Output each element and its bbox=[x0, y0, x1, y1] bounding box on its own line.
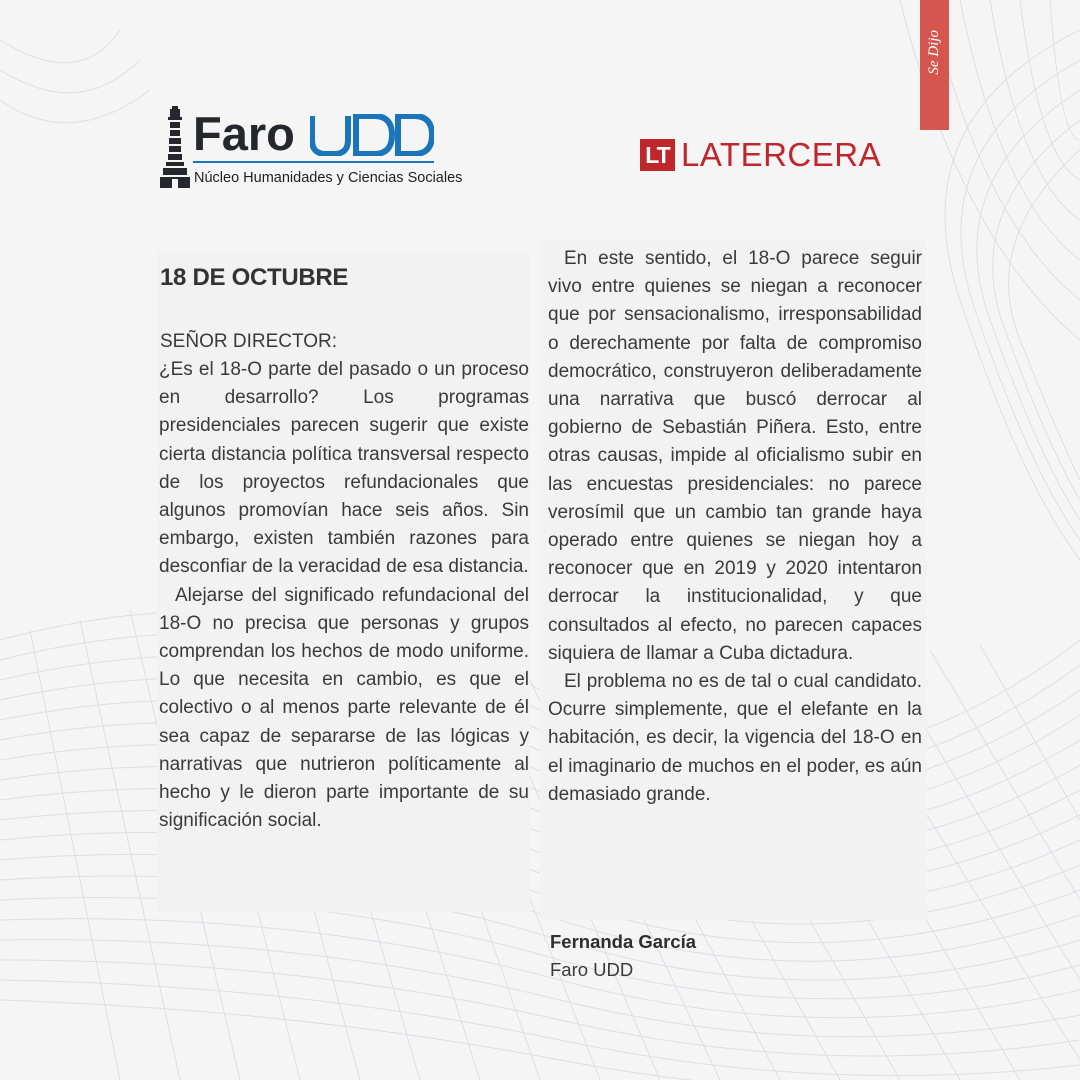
author-organization: Faro UDD bbox=[550, 959, 634, 980]
faro-subtitle: Núcleo Humanidades y Ciencias Sociales bbox=[194, 170, 463, 186]
lighthouse-icon bbox=[160, 106, 190, 188]
latercera-badge: LT bbox=[640, 139, 675, 171]
article-paragraph: ¿Es el 18-O parte del pasado o un proceso en desarrollo? Los programas presidenciales parecen sugerir que existe cierta distancia política transversal respecto de los proyectos refundacionales que algunos promovían hace seis años. Sin embargo, existen también razones para desconfiar de la veracidad de esa distancia. bbox=[159, 359, 529, 578]
article-column-left bbox=[157, 252, 530, 912]
faro-wordmark: Faro bbox=[193, 107, 295, 160]
article-paragraph: El problema no es de tal o cual candidato. Ocurre simplemente, que el elefante en la habitación, es decir, la vigencia del 18-O en el imaginario de muchos en el poder, es aún demasiado grande. bbox=[548, 671, 922, 805]
article-body-left bbox=[159, 356, 529, 835]
udd-underline bbox=[193, 161, 434, 163]
section-tab-label: Se Dijo bbox=[926, 30, 942, 75]
article-signature bbox=[550, 928, 696, 984]
udd-wordmark bbox=[310, 114, 434, 156]
author-name: Fernanda García bbox=[550, 931, 697, 952]
article-paragraph: En este sentido, el 18-O parece seguir vivo entre quienes se niegan a reconocer que por sensacionalismo, irresponsabilidad o derechamente por falta de compromiso democrático, construyeron deliberadamente una narrativa que buscó derrocar al gobierno de Sebastián Piñera. Esto, entre otras causas, impide al oficialismo subir en las encuestas presidenciales: no parece verosímil que un cambio tan grande haya operado entre quienes se niegan hoy a reconocer que en 2019 y 2020 intentaron derrocar la institucionalidad, y que consultados al efecto, no parecen capaces siquiera de llamar a Cuba dictadura. bbox=[548, 248, 922, 664]
article-salutation: SEÑOR DIRECTOR: bbox=[160, 331, 338, 352]
article-body-right bbox=[548, 245, 922, 809]
faro-udd-logo bbox=[160, 106, 463, 192]
latercera-wordmark: LATERCERA bbox=[681, 136, 882, 173]
latercera-logo bbox=[640, 136, 900, 173]
article-column-right bbox=[540, 240, 927, 980]
article-paragraph: Alejarse del significado refundacional del 18-O no precisa que personas y grupos comprendan los hechos de modo uniforme. Lo que necesita en cambio, es que el colectivo o al menos parte relevante de él sea capaz de separarse de las lógicas y narrativas que nutrieron políticamente al hecho y le dieron parte importante de su significación social. bbox=[159, 584, 529, 832]
article-heading: 18 DE OCTUBRE bbox=[160, 264, 349, 291]
section-tab bbox=[920, 0, 949, 130]
